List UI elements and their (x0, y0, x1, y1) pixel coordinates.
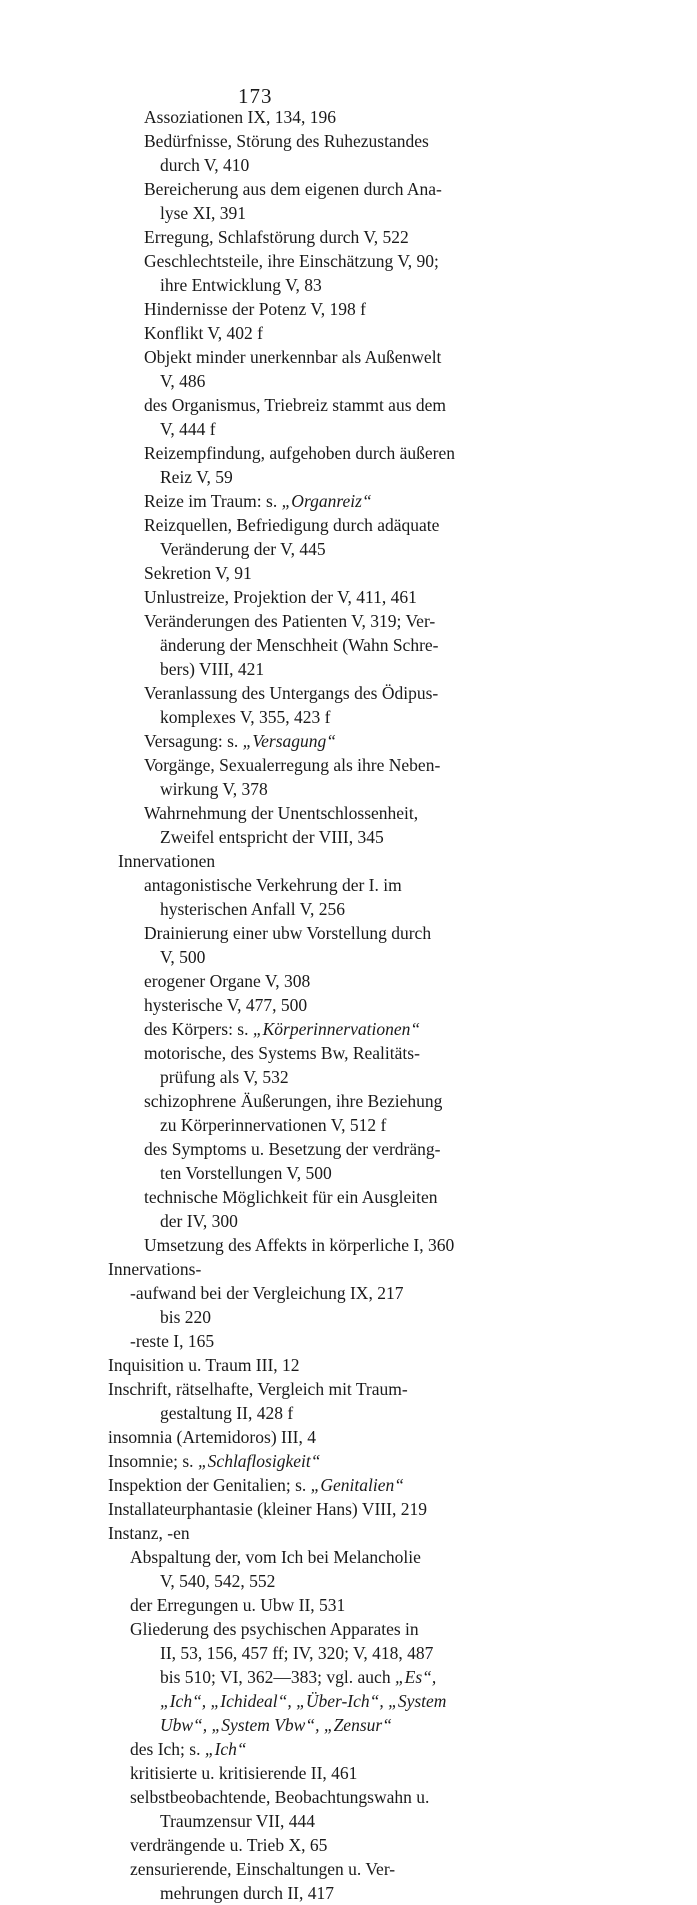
index-continuation (160, 465, 233, 489)
index-subentry (144, 753, 440, 777)
index-subentry (144, 1137, 440, 1161)
entry-text: selbstbeobachtende, Beobachtungswahn u. (130, 1787, 430, 1807)
cross-reference: Ubw“, „System Vbw“, „Zensur“ (160, 1715, 392, 1735)
index-subentry (130, 1761, 357, 1785)
index-subentry (130, 1593, 345, 1617)
index-subentry (144, 993, 307, 1017)
cross-reference: „Organreiz“ (281, 491, 372, 511)
entry-text: Veränderung der V, 445 (160, 539, 326, 559)
index-subentry (130, 1785, 429, 1809)
entry-text: Traumzensur VII, 444 (160, 1811, 316, 1831)
entry-text: wirkung V, 378 (160, 779, 268, 799)
entry-text: Wahrnehmung der Unentschlossenheit, (144, 803, 419, 823)
entry-text: Inspektion der Genitalien; s. (108, 1475, 311, 1495)
entry-text: Gliederung des psychischen Apparates in (130, 1619, 419, 1639)
index-subentry (144, 225, 409, 249)
index-continuation (160, 777, 268, 801)
index-headword (108, 1473, 404, 1497)
entry-text: Installateurphantasie (kleiner Hans) VIII, 219 (108, 1499, 427, 1519)
index-continuation (160, 153, 249, 177)
index-continuation (160, 897, 345, 921)
entry-text: -reste I, 165 (130, 1331, 215, 1351)
cross-reference: „Es“, (394, 1667, 437, 1687)
index-headword (108, 1425, 316, 1449)
entry-text: bis 510; VI, 362—383; vgl. auch (160, 1667, 395, 1687)
entry-text: Reize im Traum: s. (144, 491, 282, 511)
entry-text: prüfung als V, 532 (160, 1067, 289, 1087)
entry-text: mehrungen durch II, 417 (160, 1883, 334, 1903)
index-subentry (144, 393, 446, 417)
cross-reference: „Schlaflosigkeit“ (197, 1451, 321, 1471)
index-headword (108, 1521, 190, 1545)
entry-text: V, 444 f (160, 419, 216, 439)
index-continuation (160, 1401, 293, 1425)
index-subentry (130, 1833, 327, 1857)
entry-text: des Symptoms u. Besetzung der verdräng- (144, 1139, 441, 1159)
index-subentry (144, 729, 336, 753)
entry-text: Reiz V, 59 (160, 467, 233, 487)
index-subentry (144, 321, 263, 345)
index-subentry (144, 1233, 454, 1257)
entry-text: Objekt minder unerkennbar als Außenwelt (144, 347, 442, 367)
entry-text: Reizquellen, Befriedigung durch adäquate (144, 515, 440, 535)
index-headword (108, 1449, 320, 1473)
index-subentry (130, 1545, 421, 1569)
page-number: 173 (238, 84, 273, 108)
index-headword (108, 1377, 408, 1401)
index-subentry (144, 249, 439, 273)
index-continuation (160, 1305, 211, 1329)
index-continuation (160, 1665, 436, 1689)
index-subentry (144, 801, 418, 825)
entry-text: motorische, des Systems Bw, Realitäts- (144, 1043, 420, 1063)
entry-text: technische Möglichkeit für ein Ausgleiten (144, 1187, 438, 1207)
index-subentry (144, 1041, 420, 1065)
index-subentry (144, 921, 431, 945)
entry-text: Vorgänge, Sexualerregung als ihre Neben- (144, 755, 441, 775)
index-subentry (144, 441, 455, 465)
entry-text: erogener Organe V, 308 (144, 971, 311, 991)
entry-text: ihre Entwicklung V, 83 (160, 275, 322, 295)
index-continuation (160, 1689, 446, 1713)
index-continuation (160, 1569, 275, 1593)
index-headword (108, 1353, 300, 1377)
index-continuation (160, 273, 322, 297)
index-subentry (144, 177, 442, 201)
index-continuation (160, 1809, 315, 1833)
index-subentry (144, 681, 438, 705)
cross-reference: „Körperinnervationen“ (252, 1019, 421, 1039)
entry-text: Unlustreize, Projektion der V, 411, 461 (144, 587, 417, 607)
index-headword (108, 1497, 427, 1521)
entry-text: Innervations- (108, 1259, 202, 1279)
entry-text: änderung der Menschheit (Wahn Schre- (160, 635, 439, 655)
entry-text: zu Körperinnervationen V, 512 f (160, 1115, 387, 1135)
index-subentry (130, 1857, 395, 1881)
index-continuation (160, 1209, 238, 1233)
index-subentry (144, 297, 366, 321)
cross-reference: „Genitalien“ (310, 1475, 405, 1495)
entry-text: II, 53, 156, 457 ff; IV, 320; V, 418, 487 (160, 1643, 434, 1663)
index-continuation (160, 1065, 289, 1089)
index-subentry (144, 345, 441, 369)
entry-text: Assoziationen IX, 134, 196 (144, 107, 336, 127)
entry-text: Insomnie; s. (108, 1451, 198, 1471)
entry-text: Sekretion V, 91 (144, 563, 252, 583)
cross-reference: „Ich“ (204, 1739, 247, 1759)
entry-text: Drainierung einer ubw Vorstellung durch (144, 923, 432, 943)
entry-text: Instanz, -en (108, 1523, 190, 1543)
entry-text: des Organismus, Triebreiz stammt aus dem (144, 395, 447, 415)
entry-text: Umsetzung des Affekts in körperliche I, 360 (144, 1235, 455, 1255)
entry-text: der IV, 300 (160, 1211, 238, 1231)
index-continuation (160, 633, 439, 657)
index-subentry (144, 1185, 438, 1209)
index-subentry (144, 969, 310, 993)
index-subentry (144, 1017, 420, 1041)
entry-text: Konflikt V, 402 f (144, 323, 263, 343)
cross-reference: „Ich“, „Ichideal“, „Über-Ich“, „System (160, 1691, 447, 1711)
entry-text: hysterischen Anfall V, 256 (160, 899, 346, 919)
index-subentry (144, 105, 336, 129)
index-continuation (160, 1113, 386, 1137)
entry-text: gestaltung II, 428 f (160, 1403, 294, 1423)
cross-reference: „Versagung“ (242, 731, 337, 751)
entry-text: V, 540, 542, 552 (160, 1571, 276, 1591)
index-continuation (160, 369, 205, 393)
index-continuation (160, 945, 205, 969)
entry-text: Bereicherung aus dem eigenen durch Ana- (144, 179, 442, 199)
entry-text: Inschrift, rätselhafte, Vergleich mit Traum- (108, 1379, 408, 1399)
entry-text: Veranlassung des Untergangs des Ödipus- (144, 683, 439, 703)
index-continuation (160, 825, 384, 849)
entry-text: antagonistische Verkehrung der I. im (144, 875, 402, 895)
index-subentry (144, 1089, 442, 1113)
index-subentry (130, 1329, 214, 1353)
entry-text: Erregung, Schlafstörung durch V, 522 (144, 227, 409, 247)
index-subentry (144, 561, 252, 585)
entry-text: der Erregungen u. Ubw II, 531 (130, 1595, 346, 1615)
index-continuation (160, 417, 216, 441)
index-continuation (160, 1161, 332, 1185)
index-continuation (160, 1713, 392, 1737)
entry-text: schizophrene Äußerungen, ihre Beziehung (144, 1091, 443, 1111)
index-continuation (160, 1881, 334, 1905)
entry-text: Hindernisse der Potenz V, 198 f (144, 299, 366, 319)
index-subentry (144, 513, 439, 537)
index-headword (108, 1257, 201, 1281)
entry-text: Veränderungen des Patienten V, 319; Ver- (144, 611, 436, 631)
entry-text: Bedürfnisse, Störung des Ruhezustandes (144, 131, 429, 151)
index-subentry (144, 129, 429, 153)
index-headword (118, 849, 215, 873)
entry-text: kritisierte u. kritisierende II, 461 (130, 1763, 358, 1783)
entry-text: lyse XI, 391 (160, 203, 247, 223)
entry-text: komplexes V, 355, 423 f (160, 707, 331, 727)
index-continuation (160, 657, 264, 681)
entry-text: V, 500 (160, 947, 206, 967)
index-continuation (160, 201, 246, 225)
index-subentry (130, 1281, 403, 1305)
entry-text: ten Vorstellungen V, 500 (160, 1163, 332, 1183)
entry-text: des Körpers: s. (144, 1019, 253, 1039)
index-continuation (160, 1641, 433, 1665)
entry-text: Innervationen (118, 851, 216, 871)
index-continuation (160, 705, 330, 729)
entry-text: verdrängende u. Trieb X, 65 (130, 1835, 328, 1855)
entry-text: insomnia (Artemidoros) III, 4 (108, 1427, 317, 1447)
entry-text: -aufwand bei der Vergleichung IX, 217 (130, 1283, 404, 1303)
entry-text: durch V, 410 (160, 155, 250, 175)
index-subentry (144, 873, 402, 897)
index-subentry (144, 585, 417, 609)
entry-text: hysterische V, 477, 500 (144, 995, 308, 1015)
entry-text: zensurierende, Einschaltungen u. Ver- (130, 1859, 396, 1879)
entry-text: Inquisition u. Traum III, 12 (108, 1355, 300, 1375)
entry-text: des Ich; s. (130, 1739, 205, 1759)
entry-text: Zweifel entspricht der VIII, 345 (160, 827, 384, 847)
entry-text: Versagung: s. (144, 731, 243, 751)
entry-text: Reizempfindung, aufgehoben durch äußeren (144, 443, 455, 463)
entry-text: V, 486 (160, 371, 206, 391)
entry-text: bis 220 (160, 1307, 212, 1327)
entry-text: Geschlechtsteile, ihre Einschätzung V, 90; (144, 251, 439, 271)
index-subentry (130, 1617, 419, 1641)
index-subentry (144, 609, 435, 633)
entry-text: Abspaltung der, vom Ich bei Melancholie (130, 1547, 421, 1567)
entry-text: bers) VIII, 421 (160, 659, 265, 679)
index-subentry (130, 1737, 247, 1761)
index-subentry (144, 489, 372, 513)
index-continuation (160, 537, 326, 561)
